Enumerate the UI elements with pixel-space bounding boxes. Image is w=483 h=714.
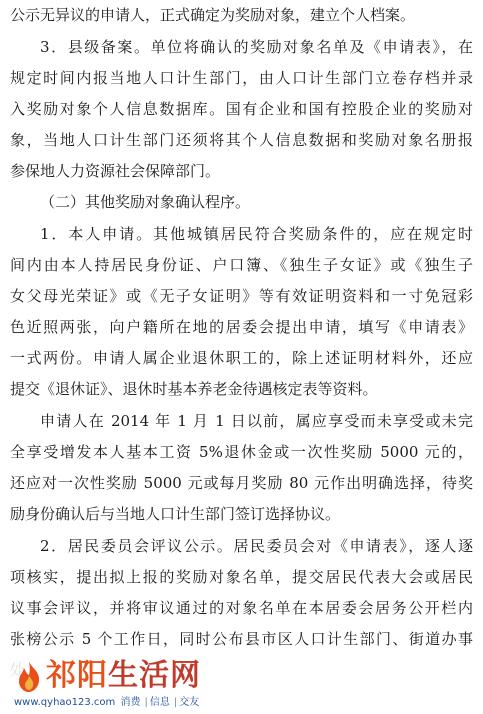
text-line: 全享受增发本人基本工资 5%退休金或一次性奖励 5000 元的， [10,443,473,461]
site-watermark-logo [8,658,218,712]
logo-separator: | [173,697,178,708]
logo-separator: | [144,697,148,708]
text-line: 3．县级备案。单位将确认的奖励对象名单及《申请表》，在 [40,38,473,56]
text-line: 提交《退休证》、退休时基本养老金待遇核定表等资料。 [10,380,378,398]
text-line: 女父母光荣证》或《无子女证明》等有效证明资料和一寸免冠彩 [10,287,473,305]
logo-site-url: www.qyhao123.com [14,697,116,708]
text-line: 议事会评议，并将审议通过的对象名单在本居委会居务公开栏内 [10,599,473,617]
logo-name-part2: 生活网 [108,658,201,693]
logo-name [46,658,201,694]
text-line: 1．本人申请。其他城镇居民符合奖励条件的，应在规定时 [40,225,473,243]
text-line: 色近照两张，向户籍所在地的居委会提出申请，填写《申请表》 [10,318,473,336]
logo-tag-info: 信息 [149,697,170,708]
logo-tag-friends: 交友 [179,697,200,708]
text-line: 项核实，提出拟上报的奖励对象名单，提交居民代表大会或居民 [10,568,473,586]
section-heading: （二）其他奖励对象确认程序。 [40,193,251,211]
text-line: 2．居民委员会评议公示。居民委员会对《申请表》，逐人逐 [40,537,473,555]
text-line: 一式两份。申请人属企业退休职工的，除上述证明材料外，还应 [10,349,473,367]
text-line: 象，当地人口计生部门还须将其个人信息数据和奖励对象名册报 [10,131,473,149]
logo-tag-consume: 消费 [120,697,141,708]
text-line: 申请人在 2014 年 1 月 1 日以前，属应享受而未享受或未完 [40,412,473,430]
flame-icon [12,660,46,694]
text-line: 入奖励对象个人信息数据库。国有企业和国有控股企业的奖励对 [10,100,473,118]
logo-name-part1: 祁阳 [46,658,108,693]
text-line: 张榜公示 5 个工作日，同时公布县市区人口计生部门、街道办事 [10,630,473,648]
text-line: 规定时间内报当地人口计生部门，由人口计生部门立卷存档并录 [10,69,473,87]
text-line: 公示无异议的申请人，正式确定为奖励对象，建立个人档案。 [10,6,416,24]
text-line: 还应对一次性奖励 5000 元或每月奖励 80 元作出明确选择，待奖 [10,474,473,492]
logo-tagline [14,696,201,710]
text-line: 间内由本人持居民身份证、户口簿、《独生子女证》或《独生子 [10,256,473,274]
text-line: 参保地人力资源社会保障部门。 [10,162,221,180]
text-line: 励身份确认后与当地人口计生部门签订选择协议。 [10,505,341,523]
